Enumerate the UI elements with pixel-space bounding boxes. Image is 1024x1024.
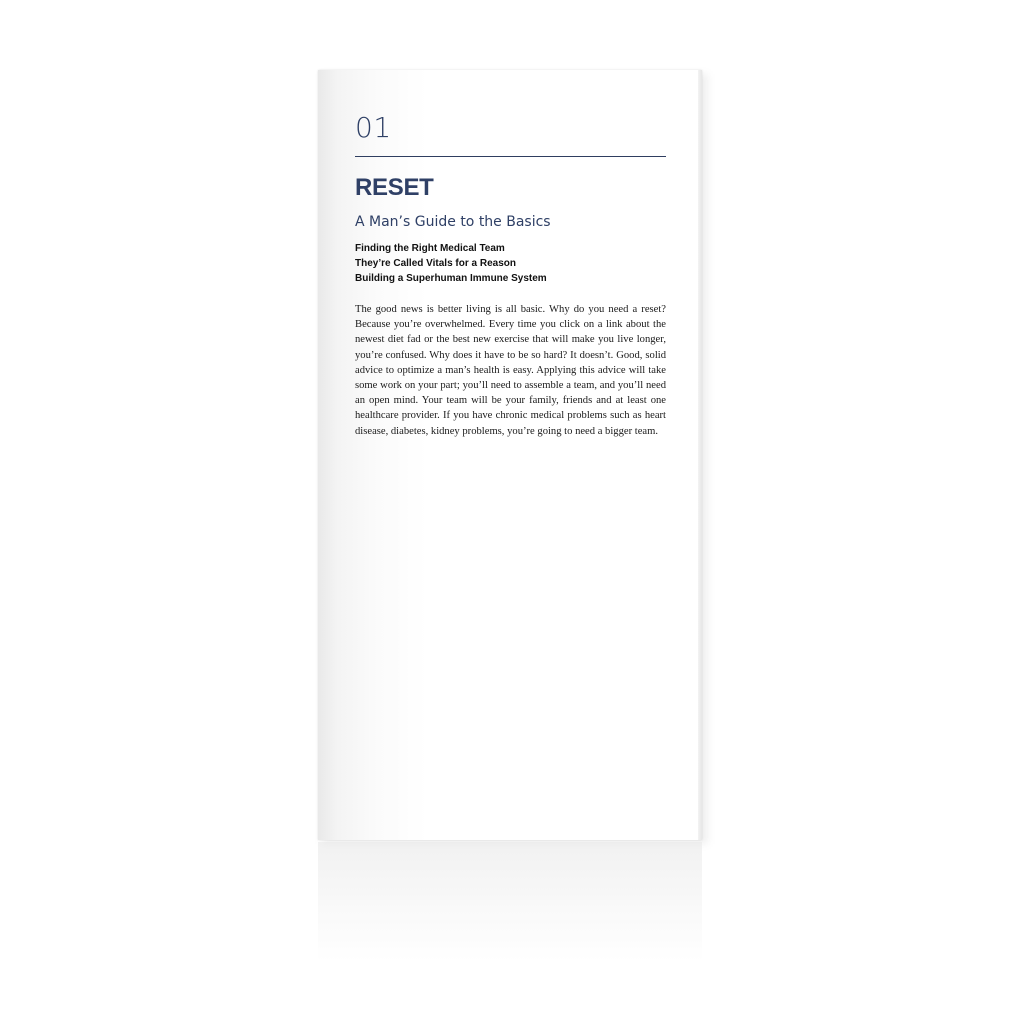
section-item: They’re Called Vitals for a Reason xyxy=(355,258,516,269)
title-rule xyxy=(355,156,666,157)
page-reflection xyxy=(318,842,702,962)
chapter-title: RESET xyxy=(355,174,434,201)
section-list xyxy=(355,241,666,286)
body-paragraph: The good news is better living is all basic. Why do you need a reset? Because you’re overwhelmed. Every time you click on a link about the newest diet fad or the best new exercise that will make you live longer, you’re confused. Why does it have to be so hard? It doesn’t. Good, solid advice to optimize a man’s health is easy. Applying this advice will take some work on your part; you’ll need to assemble a team, and you’ll need an open mind. Your team will be your family, friends and at least one healthcare provider. If you have chronic medical problems such as heart disease, diabetes, kidney problems, you’re going to need a bigger team. xyxy=(355,304,666,437)
book-page xyxy=(318,70,702,840)
chapter-number: 01 xyxy=(355,111,392,144)
page-content xyxy=(355,110,666,449)
section-item: Building a Superhuman Immune System xyxy=(355,273,547,284)
chapter-subtitle: A Man’s Guide to the Basics xyxy=(355,214,551,230)
section-item: Finding the Right Medical Team xyxy=(355,243,505,254)
page-edge xyxy=(698,70,702,840)
